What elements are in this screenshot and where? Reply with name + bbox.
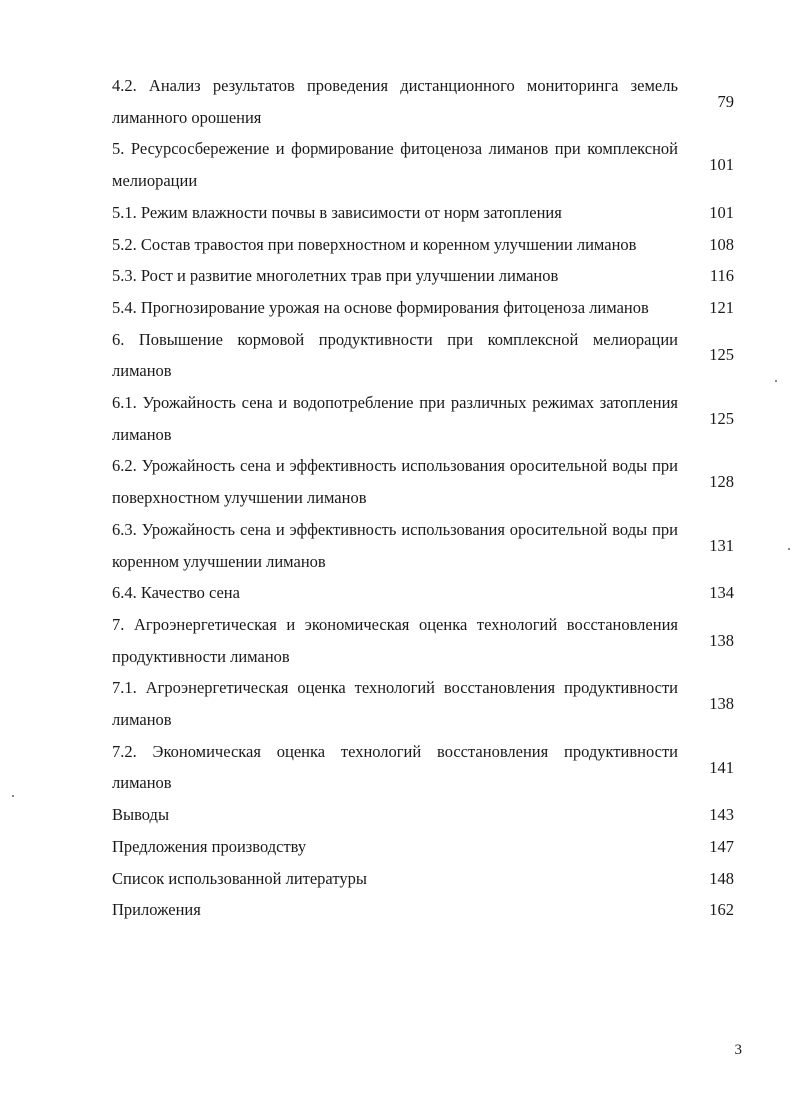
toc-entry-page: 143: [709, 805, 734, 825]
toc-entry-page: 101: [709, 202, 734, 222]
toc-entry-title: 4.2. Анализ результатов проведения дистанционного мониторинга земель лиманного орошения: [112, 76, 678, 127]
toc-entry: [112, 324, 734, 387]
toc-entry-page: 101: [709, 155, 734, 175]
toc-entry: [112, 450, 734, 513]
toc-entry-page: 138: [709, 694, 734, 714]
toc-entry-title: 5.3. Рост и развитие многолетних трав при улучшении лиманов: [112, 266, 559, 286]
toc-entry-title: 5. Ресурсосбережение и формирование фитоценоза лиманов при комплексной мелиорации: [112, 139, 678, 191]
scan-speck: [12, 795, 14, 797]
toc-entry: [112, 799, 734, 831]
toc-entry: [112, 292, 734, 324]
toc-entry: [112, 387, 734, 450]
toc-entry-title: 6.2. Урожайность сена и эффективность использования оросительной воды при поверхностном улучшении лиманов: [112, 456, 678, 508]
toc-entry: [112, 863, 734, 895]
toc-entry: [112, 736, 734, 799]
toc-entry-page: 108: [709, 234, 734, 254]
toc-entry-title: 6.3. Урожайность сена и эффективность использования оросительной воды при коренном улучшении лиманов: [112, 519, 678, 571]
toc-entry-title: 7.1. Агроэнергетическая оценка технологий восстановления продуктивности лиманов: [112, 678, 678, 730]
toc-entry-title: Список использованной литературы: [112, 868, 367, 888]
toc-entry: [112, 831, 734, 863]
toc-entry-page: 134: [709, 583, 734, 603]
toc-entry-page: 79: [717, 91, 734, 111]
toc-entry-title: 5.4. Прогнозирование урожая на основе формирования фитоценоза лиманов: [112, 297, 649, 317]
toc-entry-page: 131: [709, 535, 734, 555]
toc-entry-title: Выводы: [112, 805, 170, 825]
toc-entry-title: 7. Агроэнергетическая и экономическая оценка технологий восстановления продуктивности лиманов: [112, 614, 678, 666]
toc-entry-title: 7.2. Экономическая оценка технологий восстановления продуктивности лиманов: [112, 741, 678, 793]
toc-entry-title: Приложения: [112, 900, 201, 920]
toc-entry-page: 116: [709, 266, 734, 286]
toc-entry: [112, 894, 734, 926]
toc-entry: [112, 577, 734, 609]
toc-entry-title: 6. Повышение кормовой продуктивности при комплексной мелиорации лиманов: [112, 329, 678, 381]
toc-entry-title: 6.1. Урожайность сена и водопотребление при различных режимах затопления лиманов: [112, 393, 678, 444]
toc-entry: [112, 260, 734, 292]
toc-entry: [112, 133, 734, 196]
toc-entry-title: 6.4. Качество сена: [112, 583, 240, 603]
table-of-contents: [112, 70, 734, 926]
toc-entry: [112, 229, 734, 261]
toc-entry-page: 125: [709, 345, 734, 365]
toc-entry-title: 5.2. Состав травостоя при поверхностном и коренном улучшении лиманов: [112, 234, 637, 254]
toc-entry: [112, 514, 734, 577]
toc-entry-page: 128: [709, 472, 734, 492]
toc-entry-page: 148: [709, 868, 734, 888]
toc-entry-page: 121: [709, 297, 734, 317]
toc-entry-page: 141: [709, 757, 734, 777]
toc-entry-page: 138: [709, 630, 734, 650]
toc-entry-page: 162: [709, 900, 734, 920]
toc-entry-title: 5.1. Режим влажности почвы в зависимости от норм затопления: [112, 202, 562, 222]
toc-entry: [112, 70, 734, 133]
toc-entry-page: 147: [709, 836, 734, 856]
toc-entry: [112, 197, 734, 229]
scan-speck: [775, 380, 777, 382]
toc-entry-page: 125: [709, 408, 734, 428]
toc-entry: [112, 609, 734, 672]
scan-speck: [788, 548, 790, 550]
toc-entry: [112, 672, 734, 735]
toc-entry-title: Предложения производству: [112, 836, 307, 856]
page-number: 3: [734, 1042, 742, 1058]
